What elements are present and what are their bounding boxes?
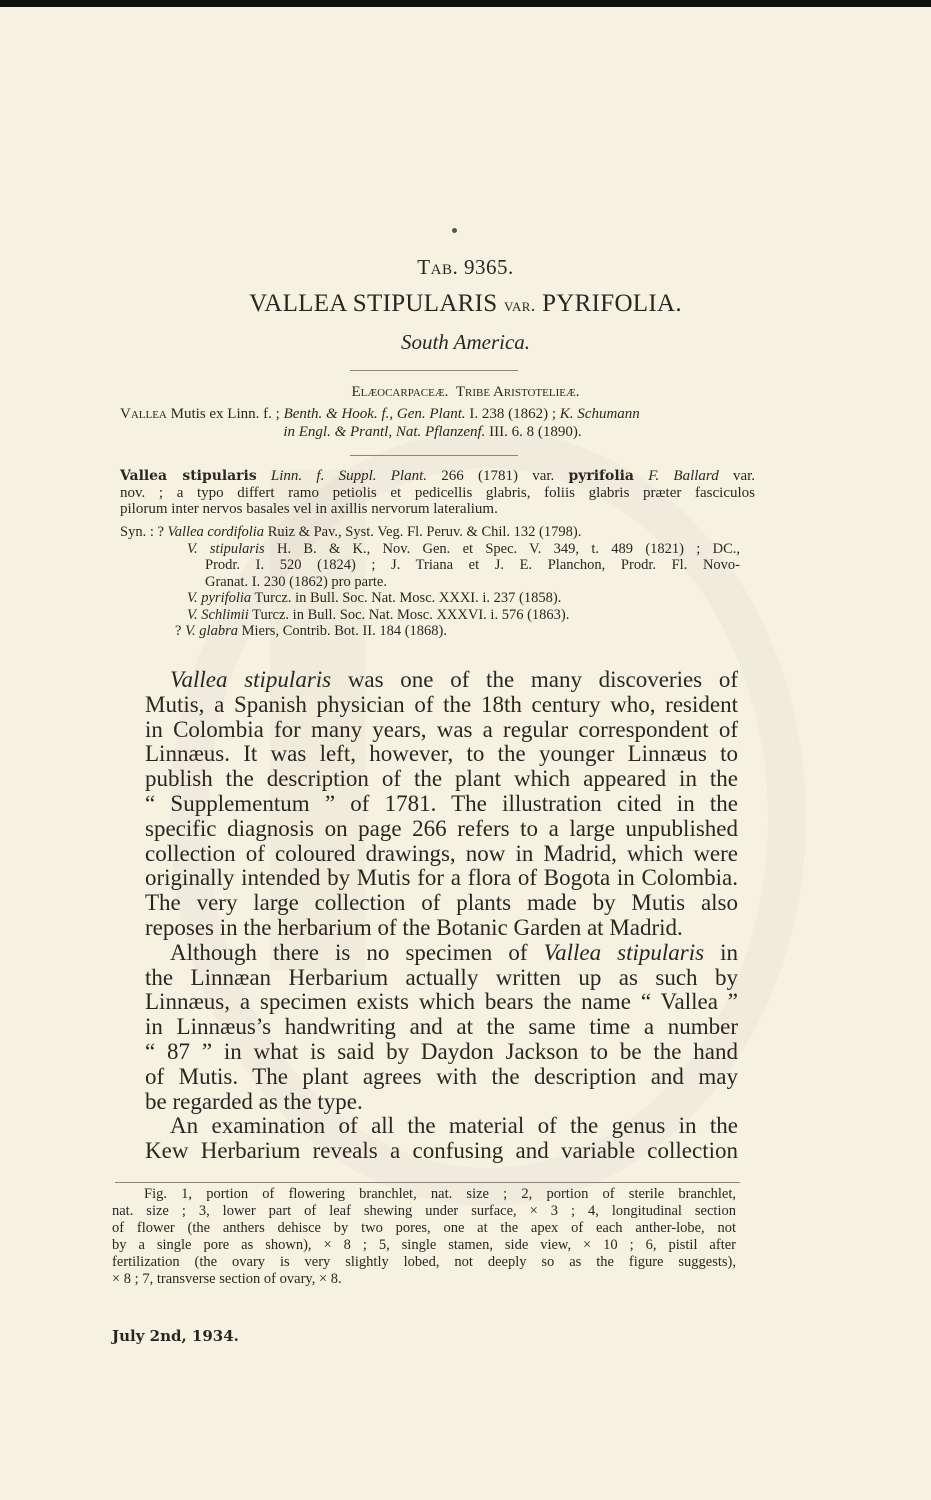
tribe: Tribe Aristotelieæ.	[455, 384, 580, 400]
text-segment: V. Schlimii	[187, 606, 249, 623]
text-line	[112, 1220, 736, 1237]
text-line	[120, 485, 755, 502]
text-line	[145, 990, 738, 1015]
text-line	[145, 1090, 738, 1115]
text-line	[120, 405, 745, 423]
text-segment: nat. size ; 3, lower part of leaf shewing under surface, × 3 ; 4, longitudinal section	[112, 1203, 736, 1219]
text-line	[145, 742, 738, 767]
divider	[350, 455, 518, 456]
text-segment: Turcz. in Bull. Soc. Nat. Mosc. XXXI. i. 237 (1858).	[251, 590, 562, 606]
text-segment: Vallea stipularis	[543, 939, 705, 965]
text-segment: by a single pore as shown), × 8 ; 5, single stamen, side view, × 10 ; 6, pistil after	[112, 1237, 736, 1253]
text-segment: Miers, Contrib. Bot. II. 184 (1868).	[237, 623, 448, 639]
page-title	[0, 290, 931, 318]
text-segment: Mutis, a Spanish physician of the 18th century who, resident	[145, 691, 738, 717]
title-var: var.	[504, 295, 536, 315]
text-line	[120, 423, 745, 441]
text-line	[145, 866, 738, 891]
text-line	[145, 1139, 738, 1164]
text-segment: Vallea stipularis	[170, 667, 332, 692]
text-segment: fertilization (the ovary is very slightly lobed, not deeply so as the figure suggests),	[112, 1254, 736, 1270]
text-line	[145, 966, 738, 991]
text-segment: in Linnæus’s handwriting and at the same time a number	[145, 1014, 738, 1040]
text-segment: var.	[718, 468, 756, 484]
diagnosis	[120, 468, 755, 518]
title-variety: PYRIFOLIA.	[535, 290, 682, 317]
text-segment: V. stipularis	[187, 540, 265, 557]
text-segment: Vallea stipularis	[120, 468, 257, 484]
text-segment: An examination of all the material of the genus in the	[170, 1113, 738, 1139]
text-segment: Linnæus. It was left, however, to the younger Linnæus to	[145, 741, 738, 767]
title-species: VALLEA STIPULARIS	[249, 290, 505, 317]
family: Elæocarpaceæ.	[351, 384, 449, 400]
text-line	[112, 1237, 736, 1254]
text-line	[145, 817, 738, 842]
text-line	[120, 607, 740, 624]
text-line	[112, 1254, 736, 1271]
text-line	[120, 590, 740, 607]
text-segment: III. 6. 8 (1890).	[485, 424, 582, 440]
text-segment: Turcz. in Bull. Soc. Nat. Mosc. XXXVI. i. 576 (1863).	[248, 606, 570, 623]
text-segment: Fig. 1, portion of flowering branchlet, nat. size ; 2, portion of sterile branchlet,	[144, 1186, 736, 1202]
plate-number: Tab. 9365.	[417, 255, 514, 279]
text-segment: V. glabra	[185, 623, 238, 639]
family-line	[0, 384, 931, 401]
text-segment: K. Schumann	[559, 406, 640, 422]
text-line	[112, 1203, 736, 1220]
text-segment: The very large collection of plants made by Mutis also	[145, 890, 738, 916]
scan-border	[0, 0, 931, 7]
text-line	[120, 541, 740, 558]
body-text	[145, 668, 738, 1164]
text-segment: H. B. & K., Nov. Gen. et Spec. V. 349, t. 489 (1821) ; DC.,	[264, 540, 740, 557]
text-line	[112, 1186, 736, 1203]
text-line	[145, 693, 738, 718]
text-line	[120, 501, 755, 518]
text-segment: Prodr. I. 520 (1824) ; J. Triana et J. E. Planchon, Prodr. Fl. Novo-	[205, 557, 740, 573]
text-line	[120, 623, 740, 640]
text-segment: of flower (the anthers dehisce by two pores, one at the apex of each anther-lobe, not	[112, 1220, 736, 1236]
text-segment: reposes in the herbarium of the Botanic Garden at Madrid.	[145, 914, 683, 940]
text-segment: pyrifolia	[568, 468, 634, 484]
text-line	[120, 524, 740, 541]
text-segment: Vallea	[120, 406, 167, 422]
publication-date: July 2nd, 1934.	[112, 1327, 239, 1345]
text-line	[145, 842, 738, 867]
text-segment: “ Supplementum ” of 1781. The illustration cited in the	[145, 790, 738, 816]
text-segment: Syn. : ?	[120, 524, 168, 540]
text-segment: ?	[175, 623, 186, 639]
text-line	[145, 668, 738, 693]
text-segment: Mutis ex Linn. f. ;	[166, 406, 284, 422]
text-segment: Kew Herbarium reveals a confusing and variable collection	[145, 1138, 738, 1164]
text-segment: Linn. f. Suppl. Plant.	[270, 468, 427, 484]
text-segment	[634, 468, 648, 484]
text-line	[145, 718, 738, 743]
text-line	[145, 792, 738, 817]
text-segment: “ 87 ” in what is said by Daydon Jackson to be the hand	[145, 1038, 738, 1064]
text-segment: I. 238 (1862) ;	[465, 406, 560, 422]
text-segment: × 8 ; 7, transverse section of ovary, × 8.	[112, 1271, 342, 1287]
text-segment: in Colombia for many years, was a regular correspondent of	[145, 716, 738, 742]
ornament-dot	[452, 228, 457, 233]
figure-caption	[112, 1186, 736, 1288]
text-segment: of Mutis. The plant agrees with the description and may	[145, 1063, 738, 1089]
text-segment: specific diagnosis on page 266 refers to a large unpublished	[145, 815, 738, 841]
text-line	[145, 1040, 738, 1065]
text-line	[112, 1271, 736, 1288]
text-segment: 266 (1781) var.	[427, 468, 569, 484]
text-line	[120, 574, 740, 591]
text-line	[145, 1065, 738, 1090]
text-segment: F. Ballard	[648, 468, 719, 484]
text-segment: originally intended by Mutis for a flora of Bogota in Colombia.	[145, 865, 738, 891]
text-segment: Although there is no specimen of	[170, 939, 544, 965]
text-line	[145, 767, 738, 792]
text-segment: V. pyrifolia	[187, 590, 252, 606]
text-segment: the Linnæan Herbarium actually written up as such by	[145, 964, 738, 990]
text-line	[145, 1114, 738, 1139]
genus-reference	[120, 405, 745, 441]
text-line	[145, 1015, 738, 1040]
text-line	[145, 916, 738, 941]
text-line	[145, 891, 738, 916]
text-line	[145, 941, 738, 966]
text-segment: Linnæus, a specimen exists which bears the name “ Vallea ”	[145, 989, 738, 1015]
text-segment: in	[704, 939, 738, 965]
text-segment: publish the description of the plant which appeared in the	[145, 766, 738, 792]
text-segment: Benth. & Hook. f., Gen. Plant.	[283, 406, 466, 422]
text-segment: pilorum inter nervos basales vel in axillis nervorum lateralium.	[120, 501, 498, 517]
text-segment: Ruiz & Pav., Syst. Veg. Fl. Peruv. & Chil. 132 (1798).	[264, 524, 582, 540]
text-segment: be regarded as the type.	[145, 1088, 363, 1114]
divider	[350, 370, 518, 371]
text-segment	[257, 468, 271, 484]
text-segment: Vallea cordifolia	[167, 524, 265, 540]
text-line	[120, 468, 755, 485]
synonyms	[120, 524, 740, 640]
text-line	[120, 557, 740, 574]
text-segment: collection of coloured drawings, now in Madrid, which were	[145, 840, 738, 866]
text-segment: in Engl. & Prantl, Nat. Pflanzenf.	[283, 424, 486, 440]
divider	[115, 1182, 740, 1183]
region: South America.	[400, 330, 531, 354]
text-segment: was one of the many discoveries of	[331, 667, 738, 692]
text-segment: Granat. I. 230 (1862) pro parte.	[205, 573, 387, 590]
text-segment: nov. ; a typo differt ramo petiolis et pedicellis glabris, foliis glabris præter fasciculos	[120, 484, 755, 501]
